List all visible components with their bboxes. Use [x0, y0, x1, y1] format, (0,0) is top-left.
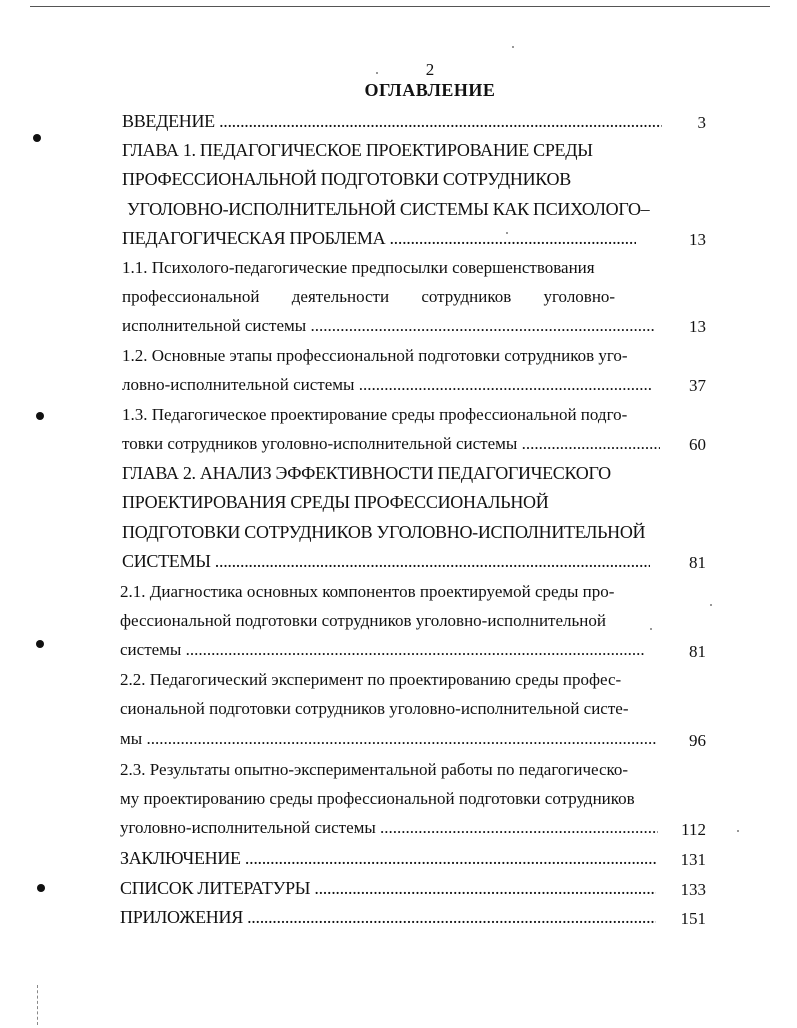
- toc-line-section-1-1-c: исполнительной системы .....: [122, 316, 654, 336]
- toc-line-section-2-2-b: сиональной подготовки сотрудников уголовно-исполнительной систе-: [120, 699, 629, 718]
- toc-page-section-1-1: 13: [689, 317, 706, 336]
- toc-line-conclusion: ЗАКЛЮЧЕНИЕ .....: [120, 848, 656, 868]
- toc-line-chapter1-1: ГЛАВА 1. ПЕДАГОГИЧЕСКОЕ ПРОЕКТИРОВАНИЕ СРЕДЫ: [122, 140, 593, 160]
- toc-line-chapter1-3: УГОЛОВНО-ИСПОЛНИТЕЛЬНОЙ СИСТЕМЫ КАК ПСИХОЛОГО–: [127, 199, 650, 219]
- toc-page-section-1-2: 37: [689, 376, 706, 395]
- toc-line-section-2-3-b: му проектированию среды профессиональной подготовки сотрудников: [120, 789, 635, 808]
- toc-page-section-2-1: 81: [689, 642, 706, 661]
- toc-line-section-2-3-a: 2.3. Результаты опытно-экспериментальной работы по педагогическо-: [120, 760, 629, 779]
- toc-page-conclusion: 131: [680, 850, 706, 869]
- toc-line-section-2-1-b: фессиональной подготовки сотрудников уголовно-исполнительной: [120, 611, 606, 630]
- toc-page-appendices: 151: [680, 909, 706, 928]
- toc-line-chapter2-1: ГЛАВА 2. АНАЛИЗ ЭФФЕКТИВНОСТИ ПЕДАГОГИЧЕСКОГО: [122, 463, 611, 483]
- toc-line-section-2-1-a: 2.1. Диагностика основных компонентов проектируемой среды про-: [120, 582, 615, 601]
- scan-mark: [36, 412, 44, 420]
- scan-speck: [512, 46, 514, 48]
- scan-speck: [737, 830, 739, 832]
- toc-line-section-1-2-b: ловно-исполнительной системы .....: [122, 375, 652, 395]
- toc-line-section-2-1-c: системы .....: [120, 640, 644, 660]
- scan-edge-mark: [37, 985, 38, 1025]
- toc-line-section-2-3-c: уголовно-исполнительной системы .....: [120, 818, 658, 838]
- scan-mark: [37, 884, 45, 892]
- toc-line-chapter2-4: СИСТЕМЫ .....: [122, 551, 650, 571]
- toc-page-chapter1: 13: [689, 230, 706, 249]
- toc-line-section-1-2-a: 1.2. Основные этапы профессиональной подготовки сотрудников уго-: [122, 346, 628, 365]
- scan-speck: [650, 628, 652, 630]
- toc-line-section-1-1-b: профессиональной деятельности сотрудников уголовно-: [122, 287, 616, 306]
- toc-line-section-1-1-a: 1.1. Психолого-педагогические предпосылки совершенствования: [122, 258, 595, 277]
- toc-line-chapter1-4: ПЕДАГОГИЧЕСКАЯ ПРОБЛЕМА .....: [122, 228, 636, 248]
- toc-line-chapter1-2: ПРОФЕССИОНАЛЬНОЙ ПОДГОТОВКИ СОТРУДНИКОВ: [122, 169, 571, 189]
- toc-line-chapter2-2: ПРОЕКТИРОВАНИЯ СРЕДЫ ПРОФЕССИОНАЛЬНОЙ: [122, 492, 549, 512]
- scan-speck: [710, 604, 712, 606]
- scan-speck: [506, 232, 508, 234]
- toc-line-section-1-3-b: товки сотрудников уголовно-исполнительной системы .....: [122, 434, 660, 454]
- scan-speck: [376, 72, 378, 74]
- toc-page-introduction: 3: [697, 113, 706, 132]
- scan-mark: [36, 640, 44, 648]
- page-number: 2: [425, 60, 435, 79]
- toc-line-introduction: ВВЕДЕНИЕ .....: [122, 111, 662, 131]
- toc-page-section-2-2: 96: [689, 731, 706, 750]
- toc-page-section-1-3: 60: [689, 435, 706, 454]
- toc-page-chapter2: 81: [689, 553, 706, 572]
- document-title: ОГЛАВЛЕНИЕ: [364, 80, 496, 100]
- toc-page-bibliography: 133: [680, 880, 706, 899]
- toc-line-chapter2-3: ПОДГОТОВКИ СОТРУДНИКОВ УГОЛОВНО-ИСПОЛНИТЕЛЬНОЙ: [122, 522, 646, 542]
- toc-line-section-1-3-a: 1.3. Педагогическое проектирование среды профессиональной подго-: [122, 405, 628, 424]
- toc-line-section-2-2-a: 2.2. Педагогический эксперимент по проектированию среды профес-: [120, 670, 622, 689]
- toc-line-section-2-2-c: мы .....: [120, 729, 656, 749]
- toc-line-bibliography: СПИСОК ЛИТЕРАТУРЫ .....: [120, 878, 656, 898]
- toc-line-appendices: ПРИЛОЖЕНИЯ .....: [120, 907, 656, 927]
- top-rule: [30, 6, 770, 7]
- toc-page-section-2-3: 112: [681, 820, 706, 839]
- scan-mark: [33, 134, 41, 142]
